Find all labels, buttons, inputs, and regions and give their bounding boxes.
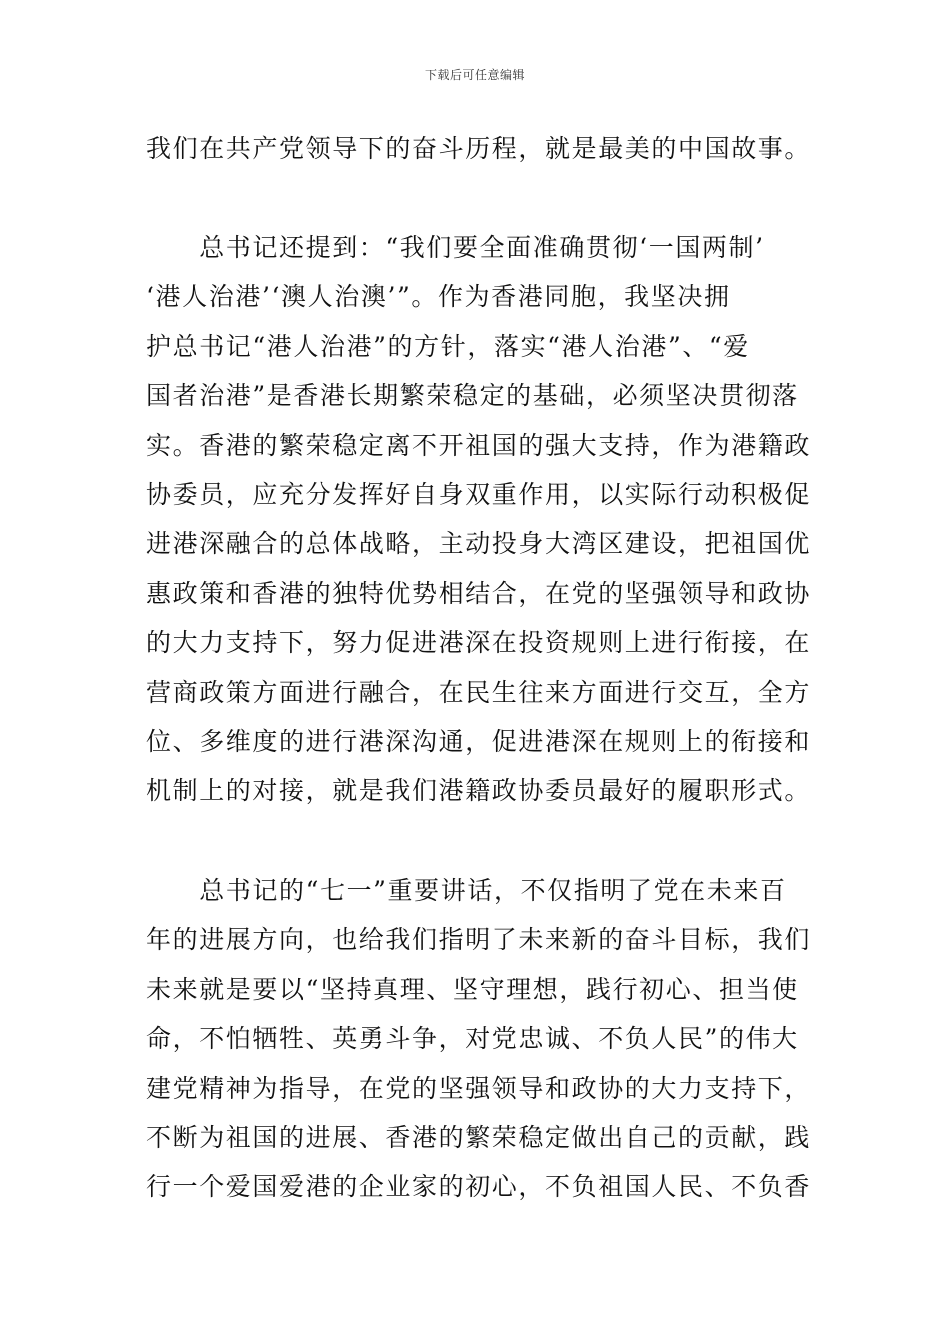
text-line: 营商政策方面进行融合，在民生往来方面进行交互，全方 bbox=[146, 677, 812, 707]
text-line: 我们在共产党领导下的奋斗历程，就是最美的中国故事。 bbox=[146, 134, 812, 163]
text-line: 位、多维度的进行港深沟通，促进港深在规则上的衔接和 bbox=[146, 727, 812, 757]
text-line: 协委员，应充分发挥好自身双重作用，以实际行动积极促 bbox=[146, 480, 812, 510]
text-line: 行一个爱国爱港的企业家的初心，不负祖国人民、不负香 bbox=[146, 1172, 812, 1202]
text-line: 进港深融合的总体战略，主动投身大湾区建设，把祖国优 bbox=[146, 529, 812, 559]
text-line: 机制上的对接，就是我们港籍政协委员最好的履职形式。 bbox=[146, 776, 812, 806]
paragraph-1 bbox=[146, 124, 812, 173]
text-line: 不断为祖国的进展、香港的繁荣稳定做出自己的贡献，践 bbox=[146, 1123, 812, 1153]
text-line: 实。香港的繁荣稳定离不开祖国的强大支持，作为港籍政 bbox=[146, 430, 812, 460]
text-line: 命，不怕牺牲、英勇斗争，对党忠诚、不负人民”的伟大 bbox=[146, 1024, 799, 1054]
header-note: 下载后可任意编辑 bbox=[424, 68, 525, 82]
text-line: 国者治港”是香港长期繁荣稳定的基础，必须坚决贯彻落 bbox=[146, 381, 799, 411]
text-line: 建党精神为指导，在党的坚强领导和政协的大力支持下， bbox=[146, 1073, 812, 1103]
text-line: 的大力支持下，努力促进港深在投资规则上进行衔接，在 bbox=[146, 628, 812, 658]
text-line: 总书记的“七一”重要讲话，不仅指明了党在未来百 bbox=[146, 876, 787, 905]
text-line: 年的进展方向，也给我们指明了未来新的奋斗目标，我们 bbox=[146, 925, 812, 955]
paragraph-3 bbox=[146, 866, 812, 1212]
text-line: ‘港人治港’‘澳人治澳’”。作为香港同胞，我坚决拥 bbox=[146, 282, 731, 312]
paragraph-2 bbox=[146, 223, 812, 816]
text-line: 惠政策和香港的独特优势相结合，在党的坚强领导和政协 bbox=[146, 578, 812, 608]
text-line: 未来就是要以“坚持真理、坚守理想，践行初心、担当使 bbox=[146, 974, 799, 1004]
text-line: 总书记还提到：“我们要全面准确贯彻‘一国两制’ bbox=[146, 233, 765, 262]
text-line: 护总书记“港人治港”的方针，落实“港人治港”、“爱 bbox=[146, 331, 750, 361]
